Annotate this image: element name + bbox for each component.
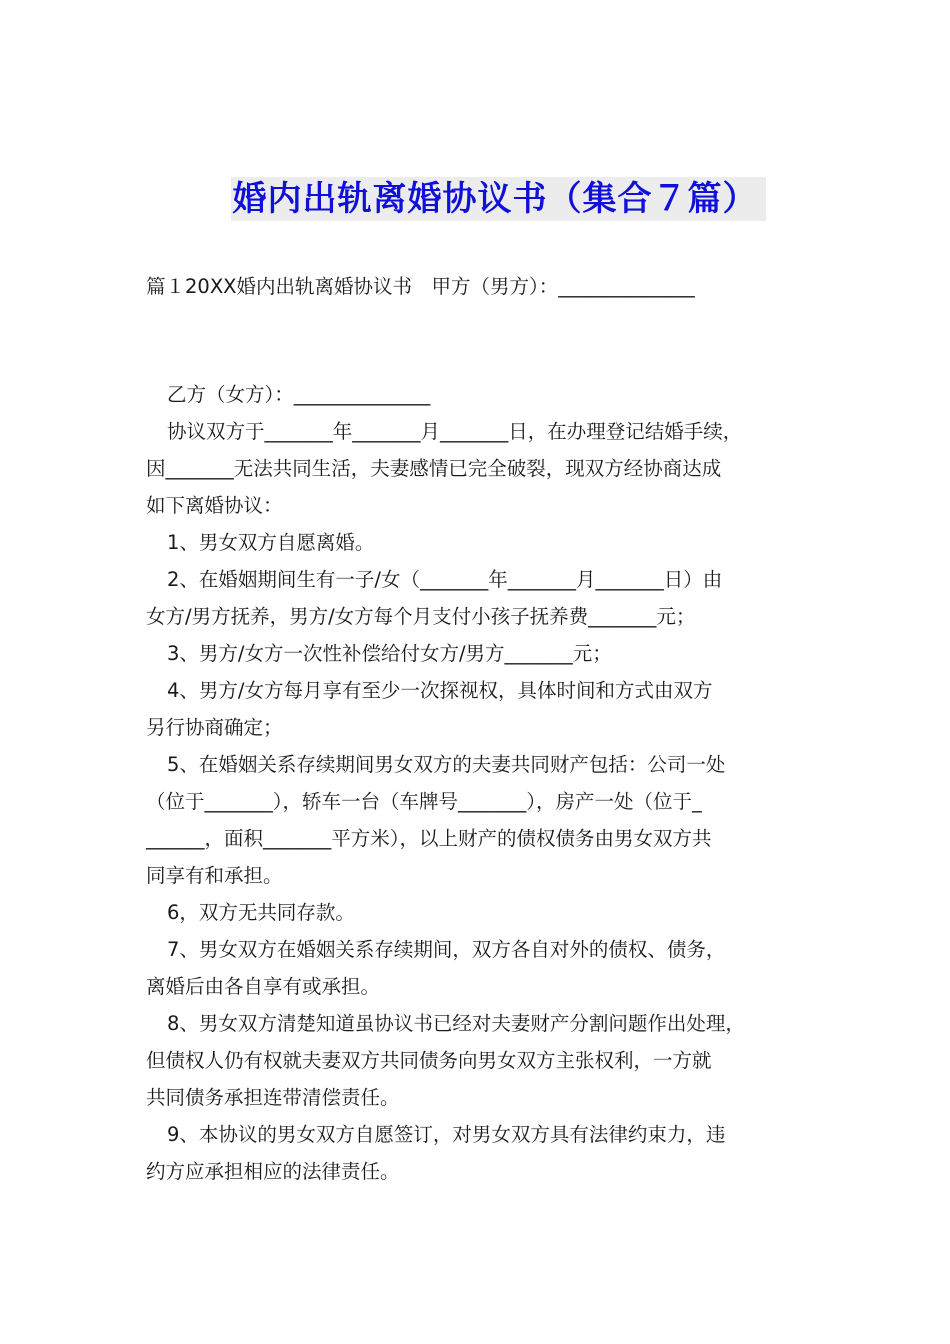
body-line: 女方/男方抚养，男方/女方每个月支付小孩子抚养费_______元； — [146, 605, 696, 628]
title-container — [0, 177, 950, 221]
body-line: 4、男方/女方每月享有至少一次探视权，具体时间和方式由双方 — [167, 679, 713, 702]
body-line: 因_______无法共同生活，夫妻感情已完全破裂，现双方经协商达成 — [146, 457, 722, 480]
document-body — [146, 376, 812, 1190]
body-line: 但债权人仍有权就夫妻双方共同债务向男女双方主张权利，一方就 — [146, 1049, 712, 1072]
body-line: 离婚后由各自享有或承担。 — [146, 975, 381, 998]
body-line: 如下离婚协议： — [146, 494, 283, 517]
body-line: 2、在婚姻期间生有一子/女（_______年_______月_______日）由 — [167, 568, 723, 591]
body-line: 另行协商确定； — [146, 716, 283, 739]
body-line: 约方应承担相应的法律责任。 — [146, 1160, 400, 1183]
body-line: 8、男女双方清楚知道虽协议书已经对夫妻财产分割问题作出处理， — [167, 1012, 745, 1035]
header-line: 篇１20XX婚内出轨离婚协议书 甲方（男方）：______________ — [146, 275, 695, 298]
body-line: 6，双方无共同存款。 — [167, 901, 355, 924]
body-line: ______，面积_______平方米），以上财产的债权债务由男女双方共 — [146, 827, 712, 850]
body-line: 乙方（女方）：______________ — [167, 383, 431, 406]
body-line: （位于_______），轿车一台（车牌号_______），房产一处（位于_ — [146, 790, 702, 813]
header-line-block — [146, 268, 812, 305]
body-line: 7、男女双方在婚姻关系存续期间，双方各自对外的债权、债务， — [167, 938, 726, 961]
body-line: 1、男女双方自愿离婚。 — [167, 531, 375, 554]
body-line: 协议双方于_______年_______月_______日，在办理登记结婚手续， — [167, 420, 743, 443]
body-line: 5、在婚姻关系存续期间男女双方的夫妻共同财产包括：公司一处 — [167, 753, 726, 776]
body-line: 9、本协议的男女双方自愿签订，对男女双方具有法律约束力，违 — [167, 1123, 726, 1146]
body-line: 共同债务承担连带清偿责任。 — [146, 1086, 400, 1109]
body-line: 同享有和承担。 — [146, 864, 283, 887]
body-line: 3、男方/女方一次性补偿给付女方/男方_______元； — [167, 642, 612, 665]
document-title: 婚内出轨离婚协议书（集合７篇） — [231, 177, 766, 221]
